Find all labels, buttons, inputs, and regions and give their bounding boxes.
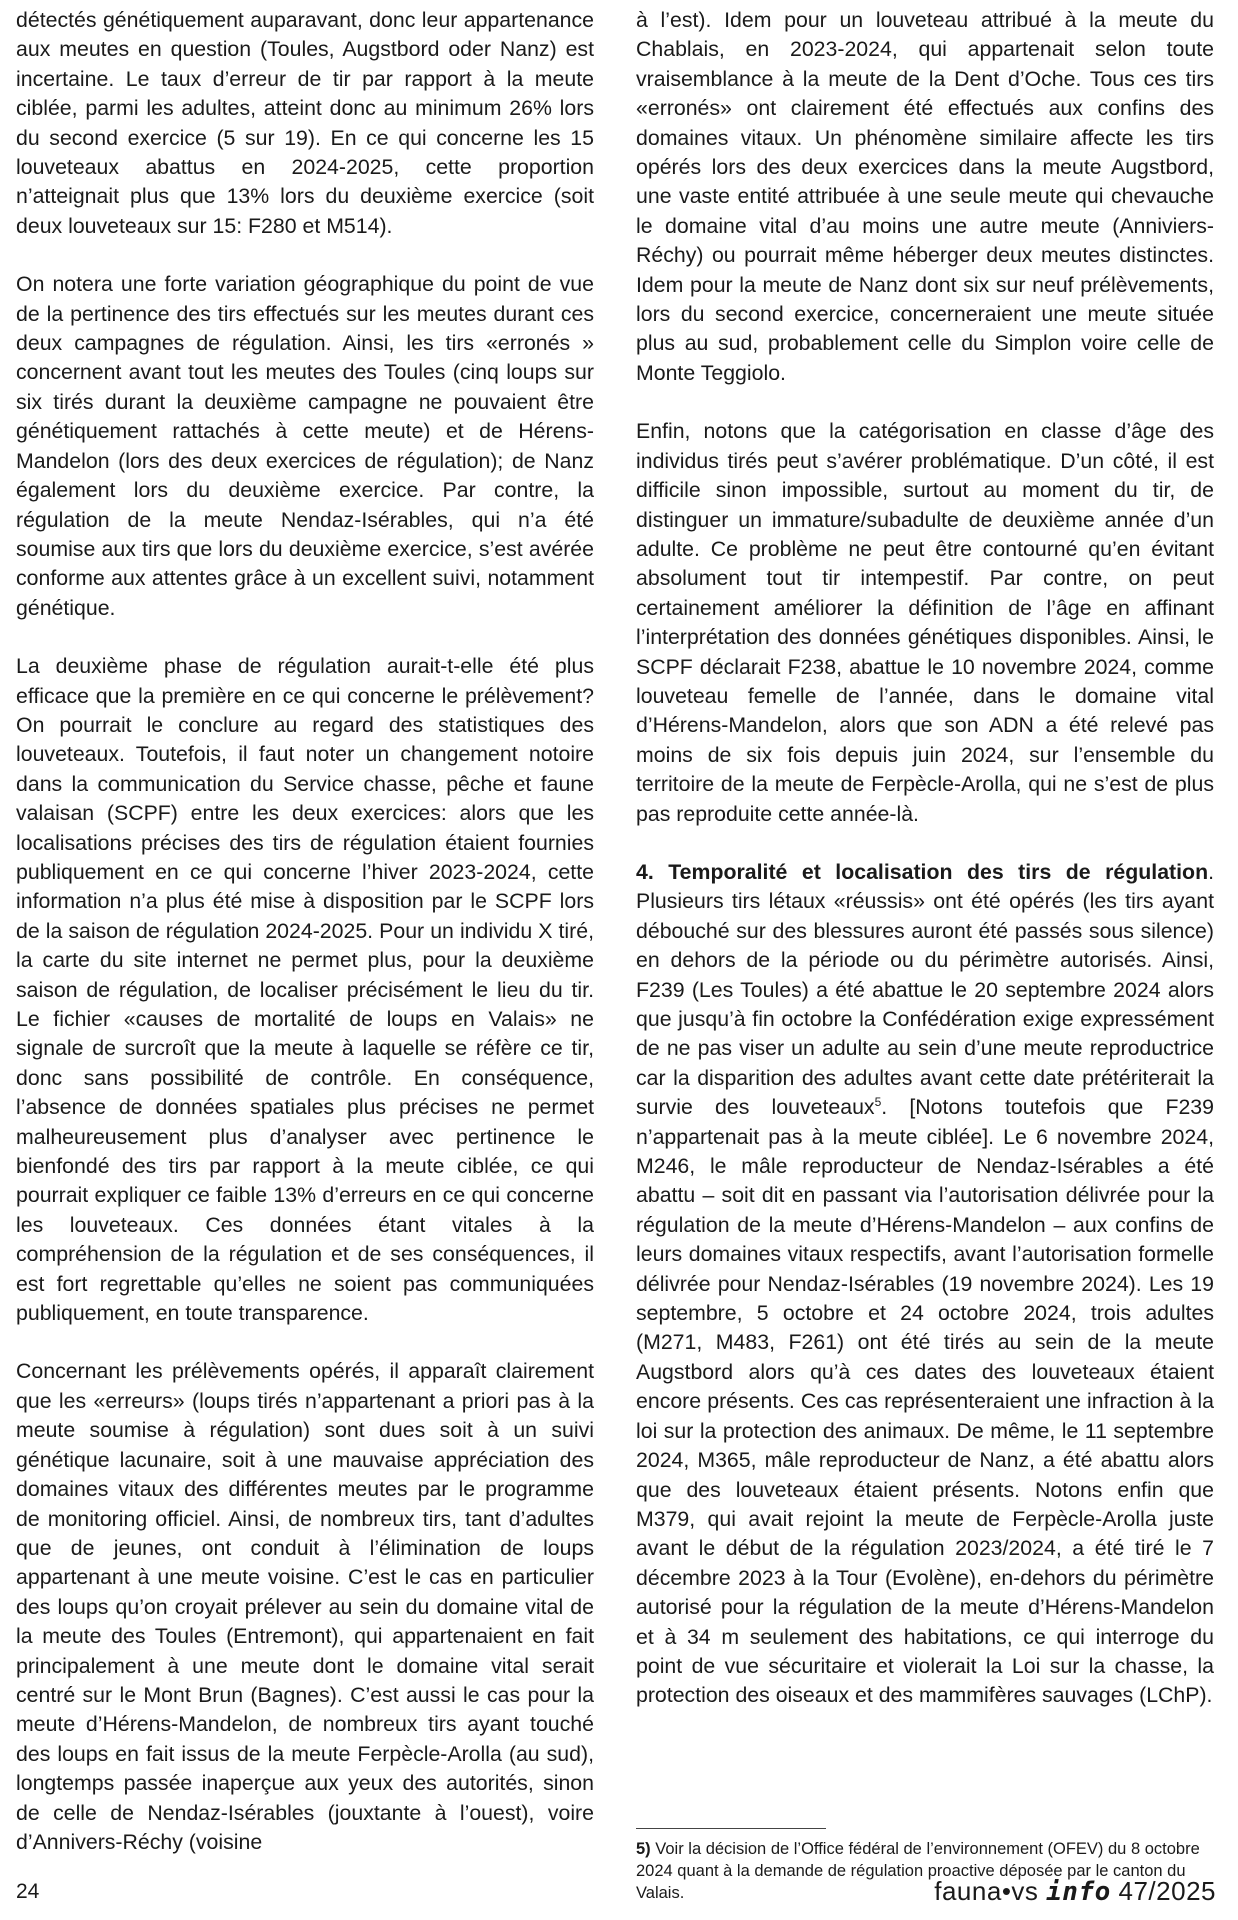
footnote-number: 5)	[636, 1840, 651, 1858]
paragraph: On notera une forte variation géographique du point de vue de la pertinence des tirs effectués sur les meutes durant ces deux campagnes de régulation. Ainsi, les tirs «erronés » concernent avant tout les meutes des Toules (cinq loups sur six tirés durant la deuxième campagne ne pouvaient être génétiquement rattachés à cette meute) et de Hérens-Mandelon (lors des deux exercices de régulation); de Nanz également lors du deuxième exercice. Par contre, la régulation de la meute Nendaz-Isérables, qui n’a été soumise aux tirs que lors du deuxième exercice, s’est avérée conforme aux attentes grâce à un excellent suivi, notamment génétique.	[16, 272, 594, 620]
section-text-b: . [Notons toutefois que F239 n’appartenait pas à la meute ciblée]. Le 6 novembre 2024, M246, le mâle reproducteur de Nendaz-Isérables a été abattu – soit dit en passant via l’autorisation délivrée pour la régulation de la meute d’Hérens-Mandelon – aux confins de leurs domaines vitaux respectifs, avant l’autorisation formelle délivrée pour Nendaz-Isérables (19 novembre 2024). Les 19 septembre, 5 octobre et 24 octobre 2024, trois adultes (M271, M483, F261) ont été tirés au sein de la meute Augstbord alors qu’à ces dates des louveteaux étaient encore présents. Ces cas représenteraient une infraction à la loi sur la protection des animaux. De même, le 11 septembre 2024, M365, mâle reproducteur de Nanz, a été abattu alors que des louveteaux étaient présents. Notons enfin que M379, qui avait rejoint la meute de Ferpècle-Arolla juste avant le début de la régulation 2023/2024, a été tiré le 7 décembre 2023 à la Tour (Evolène), en-dehors du périmètre autorisé pour la régulation de la meute d’Hérens-Mandelon et à 34 m seulement des habitations, ce qui interroge du point de vue sécuritaire et violerait la Loi sur la chasse, la protection des oiseaux et des mammifères sauvages (LChP).	[636, 1095, 1214, 1708]
publication-masthead	[934, 1876, 1216, 1907]
brand-prefix: fauna•vs	[934, 1876, 1039, 1906]
footnote-divider	[636, 1828, 826, 1829]
paragraph: Concernant les prélèvements opérés, il apparaît clairement que les «erreurs» (loups tirés n’appartenant a priori pas à la meute soumise à régulation) sont dues soit à un suivi génétique lacunaire, soit à une mauvaise appréciation des domaines vitaux des différentes meutes par le programme de monitoring officiel. Ainsi, de nombreux tirs, tant d’adultes que de jeunes, ont conduit à l’élimination de loups appartenant à une meute voisine. C’est le cas en particulier des loups qu’on croyait prélever au sein du domaine vital de la meute des Toules (Entremont), qui appartenaient en fait principalement à une meute dont le domaine vital serait centré sur le Mont Brun (Bagnes). C’est aussi le cas pour la meute d’Hérens-Mandelon, de nombreux tirs ayant touché des loups en fait issus de la meute Ferpècle-Arolla (au sud), longtemps passée inaperçue aux yeux des autorités, sinon de celle de Nendaz-Isérables (jouxtante à l’ouest), voire d’Annivers-Réchy (voisine	[16, 1359, 594, 1854]
paragraph: à l’est). Idem pour un louveteau attribué à la meute du Chablais, en 2023-2024, qui appartenait selon toute vraisemblance à la meute de la Dent d’Oche. Tous ces tirs «erronés» ont clairement été effectués aux confins des domaines vitaux. Un phénomène similaire affecte les tirs opérés lors des deux exercices dans la meute Augstbord, une vaste entité attribuée à une seule meute qui chevauche le domaine vital d’au moins une autre meute (Anniviers-Réchy) ou pourrait même héberger deux meutes distinctes. Idem pour la meute de Nanz dont six sur neuf prélèvements, lors du second exercice, concerneraient une meute située plus au sud, probablement celle du Simplon voire celle de Monte Teggiolo.	[636, 8, 1214, 385]
paragraph: détectés génétiquement auparavant, donc leur appartenance aux meutes en question (Toules, Augstbord oder Nanz) est incertaine. Le taux d’erreur de tir par rapport à la meute ciblée, parmi les adultes, atteint donc au minimum 26% lors du second exercice (5 sur 19). En ce qui concerne les 15 louveteaux abattus en 2024-2025, cette proportion n’atteignait plus que 13% lors du deuxième exercice (soit deux louveteaux sur 15: F280 et M514).	[16, 8, 594, 238]
brand-info: info	[1046, 1877, 1111, 1907]
section-title: 4. Temporalité et localisation des tirs de régulation	[636, 859, 1209, 884]
page-number: 24	[16, 1880, 40, 1903]
issue-number: 47/2025	[1118, 1876, 1216, 1906]
footnote-reference[interactable]: 5	[874, 1095, 882, 1110]
paragraph: La deuxième phase de régulation aurait-t-elle été plus efficace que la première en ce qui concerne le prélèvement? On pourrait le conclure au regard des statistiques des louveteaux. Toutefois, il faut noter un changement notoire dans la communication du Service chasse, pêche et faune valaisan (SCPF) entre les deux exercices: alors que les localisations précises des tirs de régulation étaient fournies publiquement en ce qui concerne l’hiver 2023-2024, cette information n’a plus été mise à disposition par le SCPF lors de la saison de régulation 2024-2025. Pour un individu X tiré, la carte du site internet ne permet plus, pour la deuxième saison de régulation, de localiser précisément le lieu du tir. Le fichier «causes de mortalité de loups en Valais» ne signale de surcroît que la meute à laquelle se réfère ce tir, donc sans possibilité de contrôle. En conséquence, l’absence de données spatiales plus précises ne permet malheureusement plus d’analyser avec pertinence le bienfondé des tirs par rapport à la meute ciblée, ce qui pourrait expliquer ce faible 13% d’erreurs en ce qui concerne les louveteaux. Ces données étant vitales à la compréhension de la régulation et de ses conséquences, il est fort regrettable qu’elles ne soient pas communiquées publiquement, en toute transparence.	[16, 654, 594, 1326]
section-paragraph	[636, 858, 1214, 1711]
right-column	[636, 6, 1214, 1711]
left-column	[16, 6, 594, 1857]
paragraph: Enfin, notons que la catégorisation en classe d’âge des individus tirés peut s’avérer problématique. D’un côté, il est difficile sinon impossible, surtout au moment du tir, de distinguer un immature/subadulte de deuxième année d’un adulte. Ce problème ne peut être contourné qu’en évitant absolument tout tir intempestif. Par contre, on peut certainement améliorer la définition de l’âge en affinant l’interprétation des données génétiques disponibles. Ainsi, le SCPF déclarait F238, abattue le 10 novembre 2024, comme louveteau femelle de l’année, dans le domaine vital d’Hérens-Mandelon, alors que son ADN a été relevé pas moins de six fois depuis juin 2024, sur l’ensemble du territoire de la meute de Ferpècle-Arolla, qui ne s’est de plus pas reproduite cette année-là.	[636, 419, 1214, 826]
section-text-a: . Plusieurs tirs létaux «réussis» ont été opérés (les tirs ayant débouché sur des blessures auront été passés sous silence) en dehors de la période ou du périmètre autorisés. Ainsi, F239 (Les Toules) a été abattue le 20 septembre 2024 alors que jusqu’à fin octobre la Confédération exige expressément de ne pas viser un adulte au sein d’une meute reproductrice car la disparition des adultes avant cette date prétériterait la survie des louveteaux	[636, 859, 1214, 1120]
footnote-text: Voir la décision de l’Office fédéral de l’environnement (OFEV) du 8 octobre 2024 quant à la demande de régulation proactive déposée par le canton du Valais.	[636, 1840, 1200, 1902]
